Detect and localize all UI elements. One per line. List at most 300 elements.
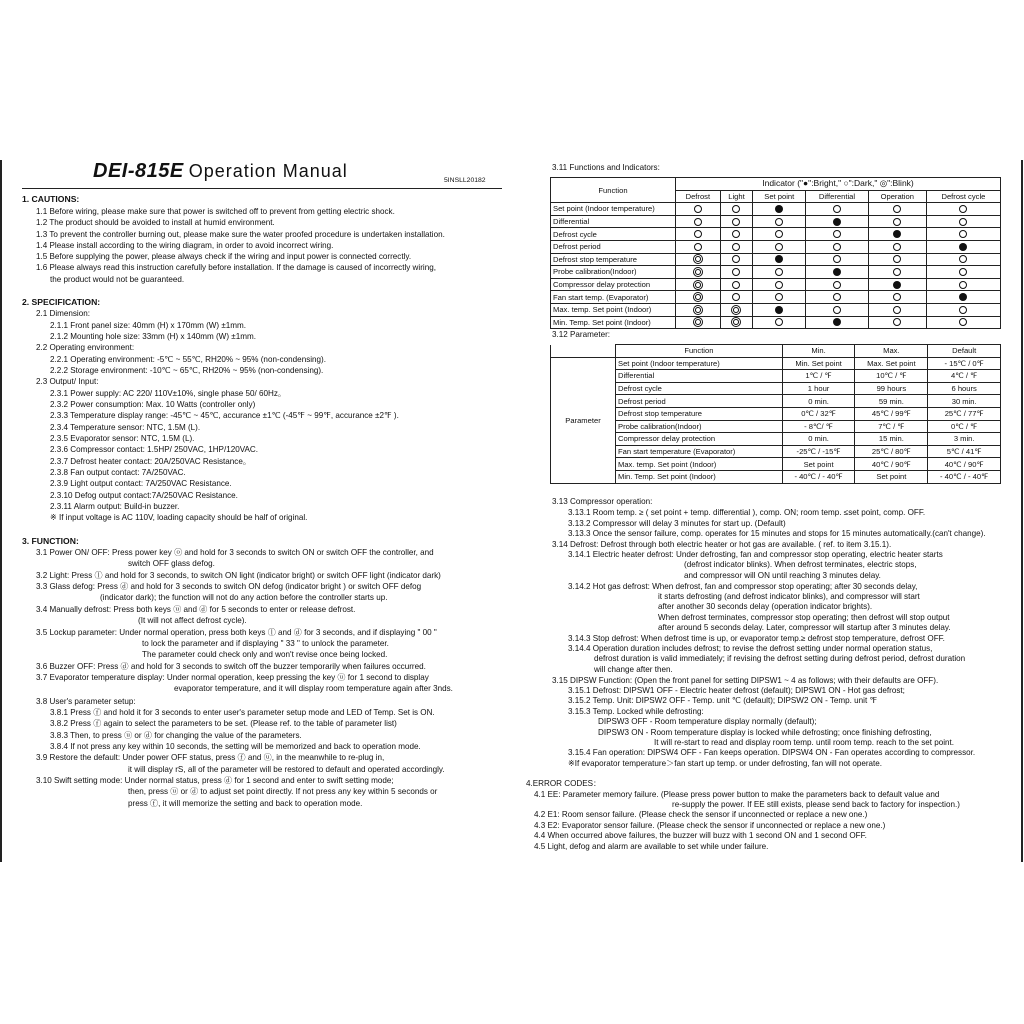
text-line: 2.3.10 Defog output contact:7A/250VAC Resistance. <box>50 491 238 500</box>
indicator-cell <box>868 291 926 304</box>
text-line: 2.1.2 Mounting hole size: 33mm (H) x 140mm (W) ±1mm. <box>50 332 256 341</box>
text-line: DIPSW3 OFF - Room temperature display normally (default); <box>598 717 817 726</box>
table-row <box>551 203 1001 216</box>
value-cell: 0℃ / 32℉ <box>782 407 855 420</box>
indicator-cell <box>806 203 868 216</box>
text-line: 3.14.4 Operation duration includes defrost; to revise the defrost setting under normal operation status, <box>568 644 933 653</box>
value-cell: -25℃ / -15℉ <box>782 445 855 458</box>
text-line: 1.1 Before wiring, please make sure that power is switched off to prevent from getting electric shock. <box>36 207 395 216</box>
row-label: Differential <box>551 215 676 228</box>
value-cell: 0℃ / ℉ <box>928 420 1001 433</box>
indicator-cell <box>676 291 721 304</box>
dark-indicator-icon <box>893 318 901 326</box>
column-header: Min. <box>782 345 855 358</box>
dark-indicator-icon <box>732 293 740 301</box>
value-cell: Min. Set point <box>782 357 855 370</box>
blink-indicator-icon <box>695 294 701 300</box>
indicator-cell <box>720 303 753 316</box>
dark-indicator-icon <box>959 218 967 226</box>
value-cell: 25℃ / 77℉ <box>928 407 1001 420</box>
table-header-row <box>551 345 1001 358</box>
parameter-table <box>550 344 1001 484</box>
indicator-cell <box>676 203 721 216</box>
text-line: (indicator dark); the function will not do any action before the controller starts up. <box>100 593 388 602</box>
dark-indicator-icon <box>732 230 740 238</box>
text-line: will change after then. <box>594 665 673 674</box>
dark-indicator-icon <box>893 243 901 251</box>
value-cell: 1 hour <box>782 382 855 395</box>
value-cell: 59 min. <box>855 395 928 408</box>
dark-indicator-icon <box>775 268 783 276</box>
text-line: 2.3.11 Alarm output: Build-in buzzer. <box>50 502 180 511</box>
indicator-cell <box>676 240 721 253</box>
text-line: 3.15 DIPSW Function: (Open the front panel for setting DIPSW1 ~ 4 as follows; with their defaults are OFF). <box>552 676 939 685</box>
text-line: 3.12 Parameter: <box>552 330 611 339</box>
text-line: 2.3.6 Compressor contact: 1.5HP/ 250VAC, 1HP/120VAC. <box>50 445 258 454</box>
text-line: It will re-start to read and display room temp. until room temp. reach to the set point. <box>654 738 955 747</box>
dark-indicator-icon <box>959 268 967 276</box>
text-line: 3.6 Buzzer OFF: Press ⓓ and hold for 3 seconds to switch off the buzzer temporarily when failures occurred. <box>36 662 426 671</box>
text-line: 3.10 Swift setting mode: Under normal status, press ⓓ for 1 second and enter to swift setting mode; <box>36 776 394 785</box>
text-line: 3.15.3 Temp. Locked while defrosting: <box>568 707 704 716</box>
text-line: 1.5 Before supplying the power, please always check if the wiring and input power is connected correctly. <box>36 252 412 261</box>
indicator-cell <box>806 266 868 279</box>
text-line: 3.13.1 Room temp. ≥ ( set point + temp. differential ), comp. ON; room temp. ≤set point, comp. OFF. <box>568 508 926 517</box>
indicator-cell <box>806 253 868 266</box>
dark-indicator-icon <box>893 306 901 314</box>
indicator-cell <box>676 278 721 291</box>
text-line: 4.2 E1: Room sensor failure. (Please check the sensor if unconnected or replace a new one.) <box>534 810 868 819</box>
bright-indicator-icon <box>893 281 901 289</box>
indicator-cell <box>868 278 926 291</box>
table-row <box>551 253 1001 266</box>
text-line: to lock the parameter and if displaying " 33 " to unlock the parameter. <box>142 639 389 648</box>
value-cell: 6 hours <box>928 382 1001 395</box>
indicator-cell <box>753 291 806 304</box>
row-label: Defrost cycle <box>616 382 783 395</box>
text-line: 2.3.1 Power supply: AC 220/ 110V±10%, single phase 50/ 60Hz。 <box>50 389 287 398</box>
table-row <box>551 382 1001 395</box>
text-line: The parameter could check only and won't revise once being locked. <box>142 650 388 659</box>
dark-indicator-icon <box>732 281 740 289</box>
row-label: Defrost stop temperature <box>551 253 676 266</box>
dark-indicator-icon <box>959 230 967 238</box>
dark-indicator-icon <box>833 255 841 263</box>
indicator-cell <box>926 253 1000 266</box>
indicator-cell <box>753 215 806 228</box>
indicator-cell <box>753 316 806 329</box>
value-cell: 3 min. <box>928 433 1001 446</box>
text-line: 3.14.2 Hot gas defrost: When defrost, fan and compressor stop operating; after 30 seconds delay, <box>568 582 918 591</box>
section-heading: 1. CAUTIONS: <box>22 194 80 204</box>
value-cell: 7℃ / ℉ <box>855 420 928 433</box>
text-line: 4.3 E2: Evaporator sensor failure. (Please check the sensor if unconnected or replace a new one.) <box>534 821 886 830</box>
dark-indicator-icon <box>893 205 901 213</box>
column-header: Set point <box>753 190 806 203</box>
value-cell: 15 min. <box>855 433 928 446</box>
dark-indicator-icon <box>694 205 702 213</box>
indicator-cell <box>720 240 753 253</box>
title-text: Operation Manual <box>188 161 348 181</box>
indicator-cell <box>868 253 926 266</box>
blink-indicator-icon <box>733 307 739 313</box>
text-line: (It will not affect defrost cycle). <box>138 616 247 625</box>
value-cell: - 40℃ / - 40℉ <box>782 470 855 483</box>
indicator-cell <box>720 228 753 241</box>
text-line: it will display rS, all of the parameter will be restored to default and operated accordingly. <box>128 765 445 774</box>
table-row <box>551 470 1001 483</box>
document-code: 5INSLL20182 <box>444 177 486 184</box>
text-line: ※If evaporator temperature＞fan start up temp. or under defrosting, fan will not operate. <box>568 759 883 768</box>
text-line: 2.3.7 Defrost heater contact: 20A/250VAC Resistance。 <box>50 457 251 466</box>
indicator-cell <box>720 278 753 291</box>
blink-indicator-icon <box>695 282 701 288</box>
text-line: it starts defrosting (and defrost indicator blinks), and compressor will start <box>658 592 920 601</box>
indicator-cell <box>720 253 753 266</box>
indicator-cell <box>806 316 868 329</box>
row-label: Compressor delay protection <box>551 278 676 291</box>
value-cell: 10℃ / ℉ <box>855 370 928 383</box>
section-heading: 3. FUNCTION: <box>22 536 79 546</box>
dark-indicator-icon <box>732 268 740 276</box>
column-header: Operation <box>868 190 926 203</box>
table-row <box>551 407 1001 420</box>
functions-indicators-table <box>550 177 1001 329</box>
dark-indicator-icon <box>775 218 783 226</box>
text-line: DIPSW3 ON - Room temperature display is locked while defrosting; once finishing defrosting, <box>598 728 932 737</box>
text-line: 3.13 Compressor operation: <box>552 497 653 506</box>
text-line: switch OFF glass defog. <box>128 559 215 568</box>
text-line: after around 5 seconds delay. Later, compressor will startup after 3 minutes delay. <box>658 623 951 632</box>
dark-indicator-icon <box>694 243 702 251</box>
parameter-group-label: Parameter <box>551 357 616 483</box>
text-line: 3.8.2 Press ⓕ again to select the parameters to be set. (Please ref. to the table of parameter list) <box>50 719 397 728</box>
dark-indicator-icon <box>732 255 740 263</box>
text-line: 3.8.1 Press ⓕ and hold it for 3 seconds to enter user's parameter setup mode and LED of Temp. Set is ON. <box>50 708 435 717</box>
indicator-cell <box>720 215 753 228</box>
indicator-cell <box>868 215 926 228</box>
indicator-header: Indicator ("●":Bright," ○":Dark," ◎":Blink) <box>676 178 1001 191</box>
column-header: Function <box>616 345 783 358</box>
bright-indicator-icon <box>775 255 783 263</box>
indicator-cell <box>720 203 753 216</box>
row-label: Max. temp. Set point (Indoor) <box>551 303 676 316</box>
text-line: 3.8.3 Then, to press ⓤ or ⓓ for changing the value of the parameters. <box>50 731 302 740</box>
text-line: 3.3 Glass defog: Press ⓓ and hold for 3 seconds to switch ON defog (indicator bright ) or switch OFF defog <box>36 582 422 591</box>
column-header: Light <box>720 190 753 203</box>
table-row <box>551 420 1001 433</box>
text-line: the product would not be guaranteed. <box>50 275 185 284</box>
text-line: 1.4 Please install according to the wiring diagram, in order to avoid incorrect wiring. <box>36 241 334 250</box>
text-line: 4.ERROR CODES： <box>526 779 602 788</box>
text-line: 3.2 Light: Press ⓛ and hold for 3 seconds, to switch ON light (indicator bright) or switch OFF light (indicator dark) <box>36 571 441 580</box>
value-cell: - 8℃/ ℉ <box>782 420 855 433</box>
text-line: 2.2.1 Operating environment: -5℃ ~ 55℃, RH20% ~ 95% (non-condensing). <box>50 355 326 364</box>
text-line: 3.9 Restore the default: Under power OFF status, press ⓕ and ⓤ, in the meanwhile to re-plug in, <box>36 753 385 762</box>
row-label: Probe calibration(Indoor) <box>551 266 676 279</box>
indicator-cell <box>720 316 753 329</box>
row-label: Compressor delay protection <box>616 433 783 446</box>
indicator-cell <box>753 303 806 316</box>
value-cell: Max. Set point <box>855 357 928 370</box>
text-line: 3.8.4 If not press any key within 10 seconds, the setting will be memorized and back to operation mode. <box>50 742 421 751</box>
row-label: Max. temp. Set point (Indoor) <box>616 458 783 471</box>
indicator-cell <box>868 303 926 316</box>
text-line: 3.14.1 Electric heater defrost: Under defrosting, fan and compressor stop operating, electric heater starts <box>568 550 943 559</box>
table-row <box>551 357 1001 370</box>
text-line: 2.3.5 Evaporator sensor: NTC, 1.5M (L). <box>50 434 195 443</box>
page-border-right <box>1021 160 1023 862</box>
text-line: 4.1 EE: Parameter memory failure. (Please press power button to make the parameters back to default value and <box>534 790 940 799</box>
value-cell: 99 hours <box>855 382 928 395</box>
value-cell: 1℃ / ℉ <box>782 370 855 383</box>
blink-indicator-icon <box>733 319 739 325</box>
indicator-cell <box>806 278 868 291</box>
column-header: Defrost <box>676 190 721 203</box>
value-cell: 25℃ / 80℉ <box>855 445 928 458</box>
table-header-row <box>551 178 1001 191</box>
dark-indicator-icon <box>833 306 841 314</box>
text-line: 2.3 Output/ Input: <box>36 377 99 386</box>
indicator-cell <box>926 228 1000 241</box>
indicator-cell <box>806 303 868 316</box>
indicator-cell <box>806 240 868 253</box>
column-header: Default <box>928 345 1001 358</box>
indicator-cell <box>676 316 721 329</box>
dark-indicator-icon <box>959 318 967 326</box>
text-line: 3.7 Evaporator temperature display: Under normal operation, keep pressing the key ⓤ for 1 second to display <box>36 673 429 682</box>
bright-indicator-icon <box>833 318 841 326</box>
text-line: 2.1.1 Front panel size: 40mm (H) x 170mm (W) ±1mm. <box>50 321 247 330</box>
text-line: re-supply the power. If EE still exists, please send back to factory for inspection.) <box>672 800 960 809</box>
dark-indicator-icon <box>893 268 901 276</box>
page-border-left <box>0 160 2 862</box>
indicator-cell <box>926 215 1000 228</box>
row-label: Differential <box>616 370 783 383</box>
indicator-cell <box>806 228 868 241</box>
text-line: 3.5 Lockup parameter: Under normal operation, press both keys ⓛ and ⓓ for 3 seconds, and if displaying " 00 " <box>36 628 437 637</box>
row-label: Defrost period <box>616 395 783 408</box>
indicator-cell <box>926 240 1000 253</box>
text-line: (defrost indicator blinks). When defrost terminates, electric stops, <box>684 560 917 569</box>
row-label: Min. Temp. Set point (Indoor) <box>616 470 783 483</box>
dark-indicator-icon <box>694 230 702 238</box>
row-label: Set point (Indoor temperature) <box>551 203 676 216</box>
table-row <box>551 303 1001 316</box>
table-row <box>551 445 1001 458</box>
indicator-cell <box>868 316 926 329</box>
dark-indicator-icon <box>775 243 783 251</box>
indicator-cell <box>753 253 806 266</box>
indicator-cell <box>806 291 868 304</box>
text-line: 3.1 Power ON/ OFF: Press power key ⓞ and hold for 3 seconds to switch ON or switch OFF the controller, and <box>36 548 434 557</box>
indicator-cell <box>753 203 806 216</box>
bright-indicator-icon <box>893 230 901 238</box>
indicator-cell <box>676 215 721 228</box>
text-line: 2.2.2 Storage environment: -10℃ ~ 65℃, RH20% ~ 95% (non-condensing). <box>50 366 324 375</box>
table-row <box>551 215 1001 228</box>
table-row <box>551 395 1001 408</box>
text-line: 3.8 User's parameter setup: <box>36 697 136 706</box>
dark-indicator-icon <box>833 205 841 213</box>
indicator-cell <box>753 240 806 253</box>
corner-cell <box>551 345 616 358</box>
dark-indicator-icon <box>833 293 841 301</box>
text-line: 1.3 To prevent the controller burning out, please make sure the water proofed procedure is undertaken installation. <box>36 230 445 239</box>
dark-indicator-icon <box>775 293 783 301</box>
dark-indicator-icon <box>959 255 967 263</box>
bright-indicator-icon <box>959 243 967 251</box>
row-label: Defrost period <box>551 240 676 253</box>
text-line: 3.15.1 Defrost: DIPSW1 OFF - Electric heater defrost (default); DIPSW1 ON - Hot gas defrost; <box>568 686 905 695</box>
text-line: 1.6 Please always read this instruction carefully before installation. If the damage is caused of incorrectly wiring, <box>36 263 436 272</box>
indicator-cell <box>926 266 1000 279</box>
title-divider <box>22 188 502 189</box>
text-line: 2.3.9 Light output contact: 7A/250VAC Resistance. <box>50 479 232 488</box>
text-line: evaporator temperature, and it will display room temperature again after 3nds. <box>174 684 453 693</box>
blink-indicator-icon <box>695 307 701 313</box>
table-row <box>551 458 1001 471</box>
text-line: after another 30 seconds delay (operation indicator brights). <box>658 602 873 611</box>
text-line: ※ If input voltage is AC 110V, loading capacity should be half of original. <box>50 513 308 522</box>
column-header: Max. <box>855 345 928 358</box>
dark-indicator-icon <box>775 318 783 326</box>
row-label: Fan start temperature (Evaporator) <box>616 445 783 458</box>
model-name: DEI-815E <box>93 160 184 182</box>
document-title <box>93 160 348 183</box>
text-line: 2.2 Operating environment: <box>36 343 135 352</box>
column-header: Differential <box>806 190 868 203</box>
text-line: 2.3.8 Fan output contact: 7A/250VAC. <box>50 468 186 477</box>
table-row <box>551 291 1001 304</box>
dark-indicator-icon <box>732 205 740 213</box>
dark-indicator-icon <box>959 306 967 314</box>
value-cell: Set point <box>855 470 928 483</box>
indicator-cell <box>868 203 926 216</box>
text-line: 3.13.3 Once the sensor failure, comp. operates for 15 minutes and stops for 15 minutes automatically.(can't change). <box>568 529 986 538</box>
indicator-cell <box>926 203 1000 216</box>
indicator-cell <box>676 303 721 316</box>
text-line: 3.15.2 Temp. Unit: DIPSW2 OFF - Temp. unit ℃ (default); DIPSW2 ON - Temp. unit ℉ <box>568 696 878 705</box>
dark-indicator-icon <box>893 255 901 263</box>
text-line: 2.3.4 Temperature sensor: NTC, 1.5M (L). <box>50 423 201 432</box>
table-row <box>551 240 1001 253</box>
indicator-cell <box>753 228 806 241</box>
value-cell: Set point <box>782 458 855 471</box>
dark-indicator-icon <box>833 230 841 238</box>
text-line: 3.15.4 Fan operation: DIPSW4 OFF - Fan keeps operation. DIPSW4 ON - Fan operates according to compressor. <box>568 748 976 757</box>
blink-indicator-icon <box>695 256 701 262</box>
bright-indicator-icon <box>959 293 967 301</box>
table-row <box>551 316 1001 329</box>
dark-indicator-icon <box>893 293 901 301</box>
text-line: and compressor will ON until reaching 3 minutes delay. <box>684 571 881 580</box>
table-row <box>551 370 1001 383</box>
table-row <box>551 228 1001 241</box>
indicator-cell <box>868 266 926 279</box>
text-line: 4.4 When occurred above failures, the buzzer will buzz with 1 second ON and 1 second OFF. <box>534 831 867 840</box>
text-line: 3.13.2 Compressor will delay 3 minutes for start up. (Default) <box>568 519 786 528</box>
value-cell: 4℃ / ℉ <box>928 370 1001 383</box>
text-line: press ⓕ, it will memorize the setting and back to operation mode. <box>128 799 363 808</box>
text-line: 2.1 Dimension: <box>36 309 90 318</box>
indicator-cell <box>720 266 753 279</box>
text-line: When defrost terminates, compressor stop operating; then defrost will stop output <box>658 613 950 622</box>
bright-indicator-icon <box>833 218 841 226</box>
indicator-cell <box>868 240 926 253</box>
value-cell: - 40℃ / - 40℉ <box>928 470 1001 483</box>
dark-indicator-icon <box>893 218 901 226</box>
value-cell: 5℃ / 41℉ <box>928 445 1001 458</box>
indicator-cell <box>926 316 1000 329</box>
indicator-cell <box>753 278 806 291</box>
indicator-cell <box>753 266 806 279</box>
text-line: 1.2 The product should be avoided to install at humid environment. <box>36 218 275 227</box>
bright-indicator-icon <box>775 205 783 213</box>
value-cell: 0 min. <box>782 395 855 408</box>
text-line: 3.14 Defrost: Defrost through both electric heater or hot gas are available. ( ref. to item 3.15.1). <box>552 540 892 549</box>
value-cell: 40℃ / 90℉ <box>855 458 928 471</box>
value-cell: 40℃ / 90℉ <box>928 458 1001 471</box>
value-cell: - 15℃ / 0℉ <box>928 357 1001 370</box>
bright-indicator-icon <box>775 306 783 314</box>
dark-indicator-icon <box>833 243 841 251</box>
dark-indicator-icon <box>959 281 967 289</box>
row-label: Defrost cycle <box>551 228 676 241</box>
indicator-cell <box>926 291 1000 304</box>
indicator-cell <box>676 266 721 279</box>
indicator-cell <box>926 303 1000 316</box>
dark-indicator-icon <box>694 218 702 226</box>
dark-indicator-icon <box>732 218 740 226</box>
dark-indicator-icon <box>775 230 783 238</box>
value-cell: 45℃ / 99℉ <box>855 407 928 420</box>
dark-indicator-icon <box>959 205 967 213</box>
row-label: Fan start temp. (Evaporator) <box>551 291 676 304</box>
section-heading: 2. SPECIFICATION: <box>22 297 101 307</box>
table-row <box>551 266 1001 279</box>
blink-indicator-icon <box>695 319 701 325</box>
text-line: 2.3.2 Power consumption: Max. 10 Watts (controller only) <box>50 400 256 409</box>
functions-table-body <box>551 203 1001 329</box>
row-label: Min. Temp. Set point (Indoor) <box>551 316 676 329</box>
indicator-cell <box>926 278 1000 291</box>
bright-indicator-icon <box>833 268 841 276</box>
function-header: Function <box>551 178 676 203</box>
table-row <box>551 278 1001 291</box>
text-line: 4.5 Light, defog and alarm are available to set while under failure. <box>534 842 769 851</box>
row-label: Defrost stop temperature <box>616 407 783 420</box>
dark-indicator-icon <box>732 243 740 251</box>
text-line: 2.3.3 Temperature display range: -45℃ ~ 45℃, accurance ±1℃ (-45℉ ~ 99℉, accurance ±2℉ ). <box>50 411 399 420</box>
dark-indicator-icon <box>775 281 783 289</box>
text-line: 3.4 Manually defrost: Press both keys ⓤ and ⓓ for 5 seconds to enter or release defrost. <box>36 605 356 614</box>
text-line: 3.14.3 Stop defrost: When defrost time is up, or evaporator temp.≥ defrost stop temperature, defrost OFF. <box>568 634 945 643</box>
text-line: 3.11 Functions and Indicators: <box>552 163 660 172</box>
column-header: Defrost cycle <box>926 190 1000 203</box>
row-label: Set point (Indoor temperature) <box>616 357 783 370</box>
indicator-cell <box>720 291 753 304</box>
blink-indicator-icon <box>695 269 701 275</box>
value-cell: 0 min. <box>782 433 855 446</box>
text-line: then, press ⓤ or ⓓ to adjust set point directly. If not press any key within 5 seconds or <box>128 787 438 796</box>
indicator-cell <box>868 228 926 241</box>
table-row <box>551 433 1001 446</box>
indicator-cell <box>806 215 868 228</box>
text-line: defrost duration is valid immediately; if revising the defrost setting during defrost period, defrost duration <box>594 654 966 663</box>
value-cell: 30 min. <box>928 395 1001 408</box>
dark-indicator-icon <box>833 281 841 289</box>
